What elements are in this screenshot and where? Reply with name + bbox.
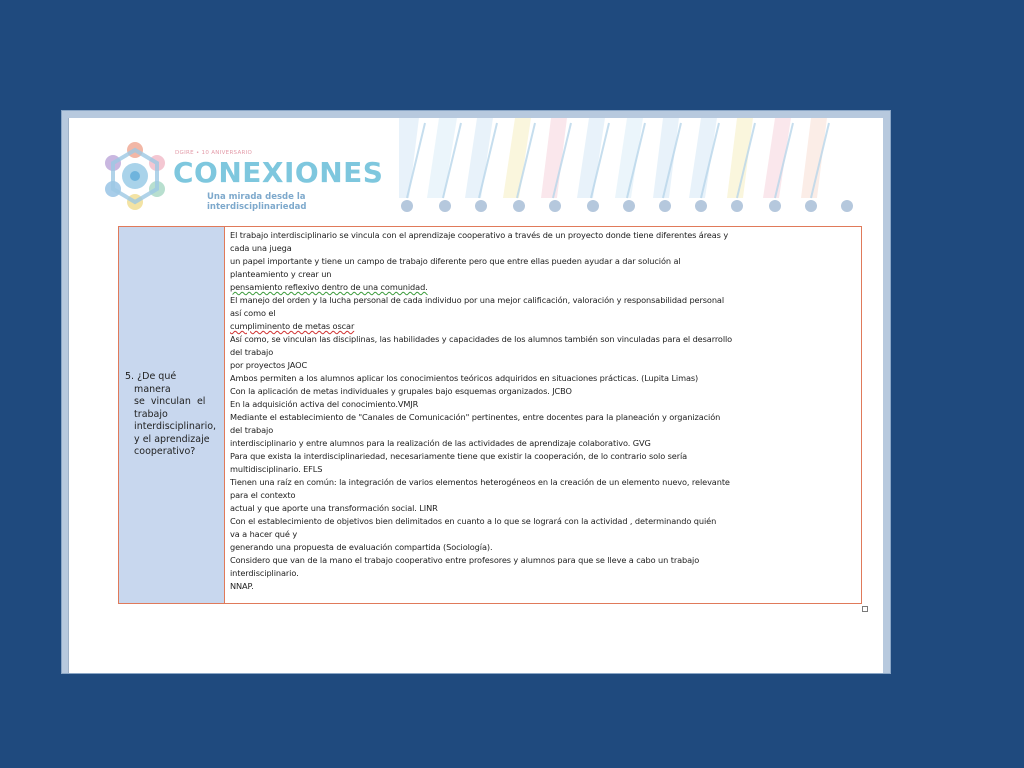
answer-line: va a hacer qué y xyxy=(230,529,298,539)
answer-line: Con el establecimiento de objetivos bien delimitados en cuanto a lo que se logrará con la actividad , determinando quién xyxy=(230,516,717,526)
answer-line: Ambos permiten a los alumnos aplicar los conocimientos teóricos adquiridos en situaciones prácticas. (Lupita Limas) xyxy=(230,373,699,383)
answer-cell[interactable] xyxy=(225,227,861,603)
answer-line: interdisciplinario. xyxy=(230,568,299,578)
answer-line: por proyectos JAOC xyxy=(230,360,308,370)
answer-line: Mediante el establecimiento de "Canales de Comunicación" pertinentes, entre docentes para la planeación y organización xyxy=(230,412,721,422)
answer-line: actual y que aporte una transformación social. LINR xyxy=(230,503,438,513)
decorative-stripes xyxy=(399,118,869,218)
logo-tagline: DGIRE • 10 ANIVERSARIO xyxy=(175,150,253,156)
answer-line: multidisciplinario. EFLS xyxy=(230,464,323,474)
table-resize-handle-icon[interactable] xyxy=(862,606,868,612)
answer-line: interdisciplinario y entre alumnos para la realización de las actividades de aprendizaje colaborativo. GVG xyxy=(230,438,651,448)
answer-line: planteamiento y crear un xyxy=(230,269,332,279)
logo-title: CONEXIONES xyxy=(173,156,384,189)
logo-mark-icon xyxy=(99,136,171,216)
answer-line: El manejo del orden y la lucha personal de cada individuo por una mejor calificación, valoración y responsabilidad personal xyxy=(230,295,725,305)
answer-line: En la adquisición activa del conocimiento.VMJR xyxy=(230,399,419,409)
answer-line: cumpliminento de metas oscar xyxy=(230,321,355,331)
answer-line: Para que exista la interdisciplinariedad, necesariamente tiene que existir la cooperación, de lo contrario solo sería xyxy=(230,451,688,461)
answer-line: Considero que van de la mano el trabajo cooperativo entre profesores y alumnos para que se lleve a cabo un trabajo xyxy=(230,555,700,565)
question-cell[interactable] xyxy=(119,227,225,603)
answer-line: del trabajo xyxy=(230,425,274,435)
answer-line: Así como, se vinculan las disciplinas, las habilidades y capacidades de los alumnos también son vinculadas para el desarrollo xyxy=(230,334,733,344)
answer-line: NNAP. xyxy=(230,581,254,591)
content-table xyxy=(118,226,862,604)
answer-line: del trabajo xyxy=(230,347,274,357)
logo-subtitle: Una mirada desde la interdisciplinariedad xyxy=(207,192,307,212)
document-window xyxy=(61,110,891,674)
document-page xyxy=(68,118,883,674)
answer-line: pensamiento reflexivo dentro de una comunidad. xyxy=(230,282,428,292)
question-text: 5. ¿De qué manera se vinculan el trabajo interdisciplinario, y el aprendizaje cooperativo? xyxy=(125,371,217,458)
answer-line: El trabajo interdisciplinario se vincula con el aprendizaje cooperativo a través de un proyecto donde tiene diferentes áreas y xyxy=(230,230,729,240)
answer-line: para el contexto xyxy=(230,490,296,500)
conexiones-logo xyxy=(99,136,384,221)
answer-line: generando una propuesta de evaluación compartida (Sociología). xyxy=(230,542,493,552)
answer-line: un papel importante y tiene un campo de trabajo diferente pero que entre ellas pueden ayudar a dar solución al xyxy=(230,256,681,266)
answer-line: Tienen una raíz en común: la integración de varios elementos heterogéneos en la creación de un elemento nuevo, relevante xyxy=(230,477,730,487)
answer-line: cada una juega xyxy=(230,243,292,253)
answer-line: así como el xyxy=(230,308,276,318)
answer-line: Con la aplicación de metas individuales y grupales bajo esquemas organizados. JCBO xyxy=(230,386,572,396)
footer-logos xyxy=(579,664,879,674)
